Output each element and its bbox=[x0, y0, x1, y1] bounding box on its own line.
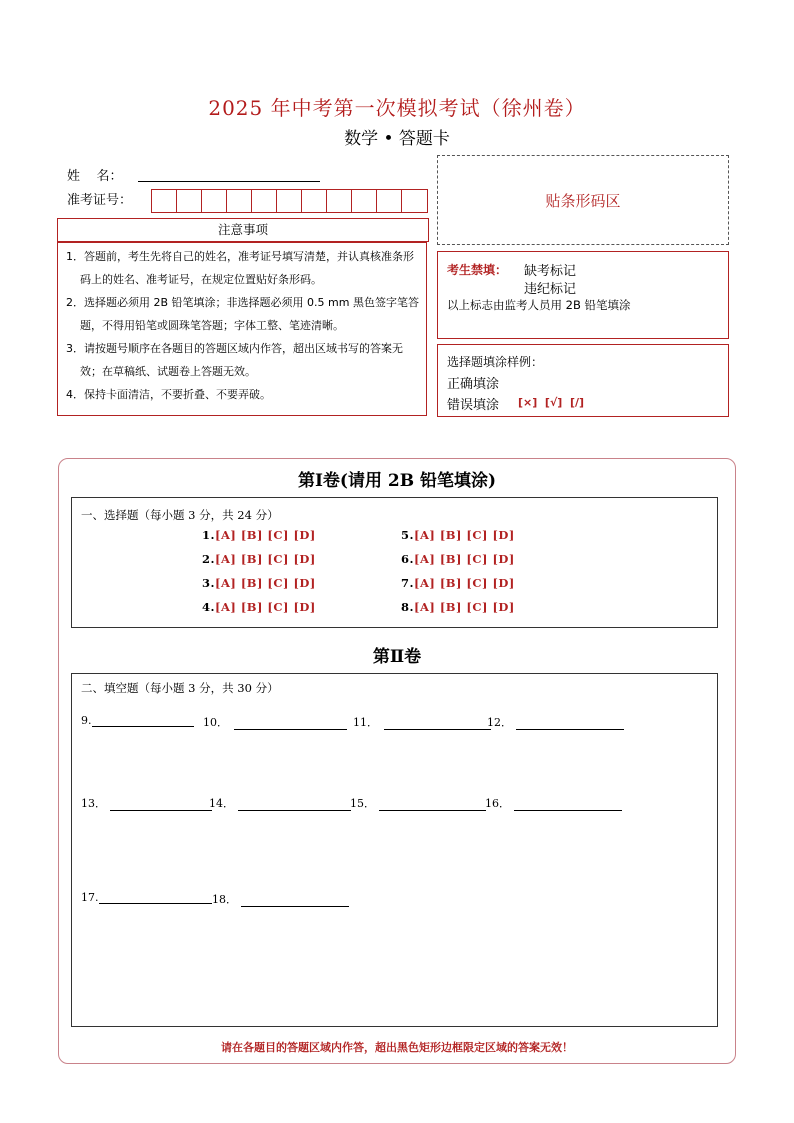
notice-item: 1．答题前，考生先将自己的姓名，准考证号填写清楚，并认真核准条形码上的姓名、准考证号，在规定位置贴好条形码。 bbox=[66, 250, 414, 286]
fill-section bbox=[71, 673, 718, 1027]
wrong-fill-marks: [×] [√] [/] bbox=[518, 396, 585, 409]
sample-box bbox=[437, 344, 729, 417]
part1-title: 第Ⅰ卷(请用 2B 铅笔填涂) bbox=[297, 471, 497, 491]
id-label: 准考证号： bbox=[67, 193, 133, 208]
fill-question-18[interactable]: 18． bbox=[212, 891, 349, 907]
choice-question-4[interactable]: 4.[A] [B] [C] [D] bbox=[202, 600, 316, 614]
fill-question-10[interactable]: 10． bbox=[203, 714, 347, 730]
page-title: 2025 年中考第一次模拟考试（徐州卷） bbox=[208, 96, 586, 120]
choice-question-8[interactable]: 8.[A] [B] [C] [D] bbox=[401, 600, 515, 614]
name-field[interactable] bbox=[138, 167, 320, 182]
part2-title: 第Ⅱ卷 bbox=[372, 647, 422, 667]
missing-mark-label: 缺考标记 bbox=[524, 264, 577, 279]
choice-question-3[interactable]: 3.[A] [B] [C] [D] bbox=[202, 576, 316, 590]
fill-question-15[interactable]: 15． bbox=[350, 795, 486, 811]
barcode-label: 贴条形码区 bbox=[545, 191, 621, 210]
name-label: 姓 名： bbox=[67, 169, 123, 184]
fill-question-16[interactable]: 16． bbox=[485, 795, 622, 811]
choice-section bbox=[71, 497, 718, 628]
notice-item: 2．选择题必须用 2B 铅笔填涂；非选择题必须用 0.5 mm 黑色签字笔答题，不得用铅笔或圆珠笔答题；字体工整、笔迹清晰。 bbox=[66, 296, 419, 332]
notice-heading: 注意事项 bbox=[57, 218, 429, 242]
fill-question-17[interactable]: 17. bbox=[81, 891, 212, 904]
fill-question-9[interactable]: 9. bbox=[81, 714, 194, 727]
barcode-area bbox=[437, 155, 729, 245]
notice-item: 3．请按题号顺序在各题目的答题区域内作答，超出区域书写的答案无效；在草稿纸、试题卷上答题无效。 bbox=[66, 342, 403, 378]
choice-question-5[interactable]: 5.[A] [B] [C] [D] bbox=[401, 528, 515, 542]
choice-question-1[interactable]: 1.[A] [B] [C] [D] bbox=[202, 528, 316, 542]
banned-label: 考生禁填： bbox=[447, 263, 508, 277]
notice-item: 4．保持卡面清洁，不要折叠、不要弄破。 bbox=[66, 388, 271, 401]
fill-question-14[interactable]: 14． bbox=[209, 795, 351, 811]
sample-label: 选择题填涂样例： bbox=[447, 355, 544, 369]
footer-warning: 请在各题目的答题区域内作答，超出黑色矩形边框限定区域的答案无效！ bbox=[221, 1041, 573, 1054]
fill-section-label: 二、填空题（每小题 3 分，共 30 分） bbox=[81, 681, 279, 695]
wrong-fill-label: 错误填涂 bbox=[447, 398, 500, 413]
choice-section-label: 一、选择题（每小题 3 分，共 24 分） bbox=[81, 508, 279, 522]
violation-mark-label: 违纪标记 bbox=[524, 282, 577, 297]
fill-question-12[interactable]: 12． bbox=[487, 714, 624, 730]
banned-box bbox=[437, 251, 729, 339]
banned-note: 以上标志由监考人员用 2B 铅笔填涂 bbox=[447, 298, 631, 312]
page-subtitle: 数学 • 答题卡 bbox=[344, 129, 450, 149]
correct-fill-label: 正确填涂 bbox=[447, 377, 500, 392]
choice-question-6[interactable]: 6.[A] [B] [C] [D] bbox=[401, 552, 515, 566]
choice-question-2[interactable]: 2.[A] [B] [C] [D] bbox=[202, 552, 316, 566]
id-number-boxes[interactable] bbox=[151, 189, 428, 213]
notice-box bbox=[57, 242, 427, 416]
fill-question-13[interactable]: 13． bbox=[81, 795, 212, 811]
choice-question-7[interactable]: 7.[A] [B] [C] [D] bbox=[401, 576, 515, 590]
fill-question-11[interactable]: 11． bbox=[353, 714, 491, 730]
